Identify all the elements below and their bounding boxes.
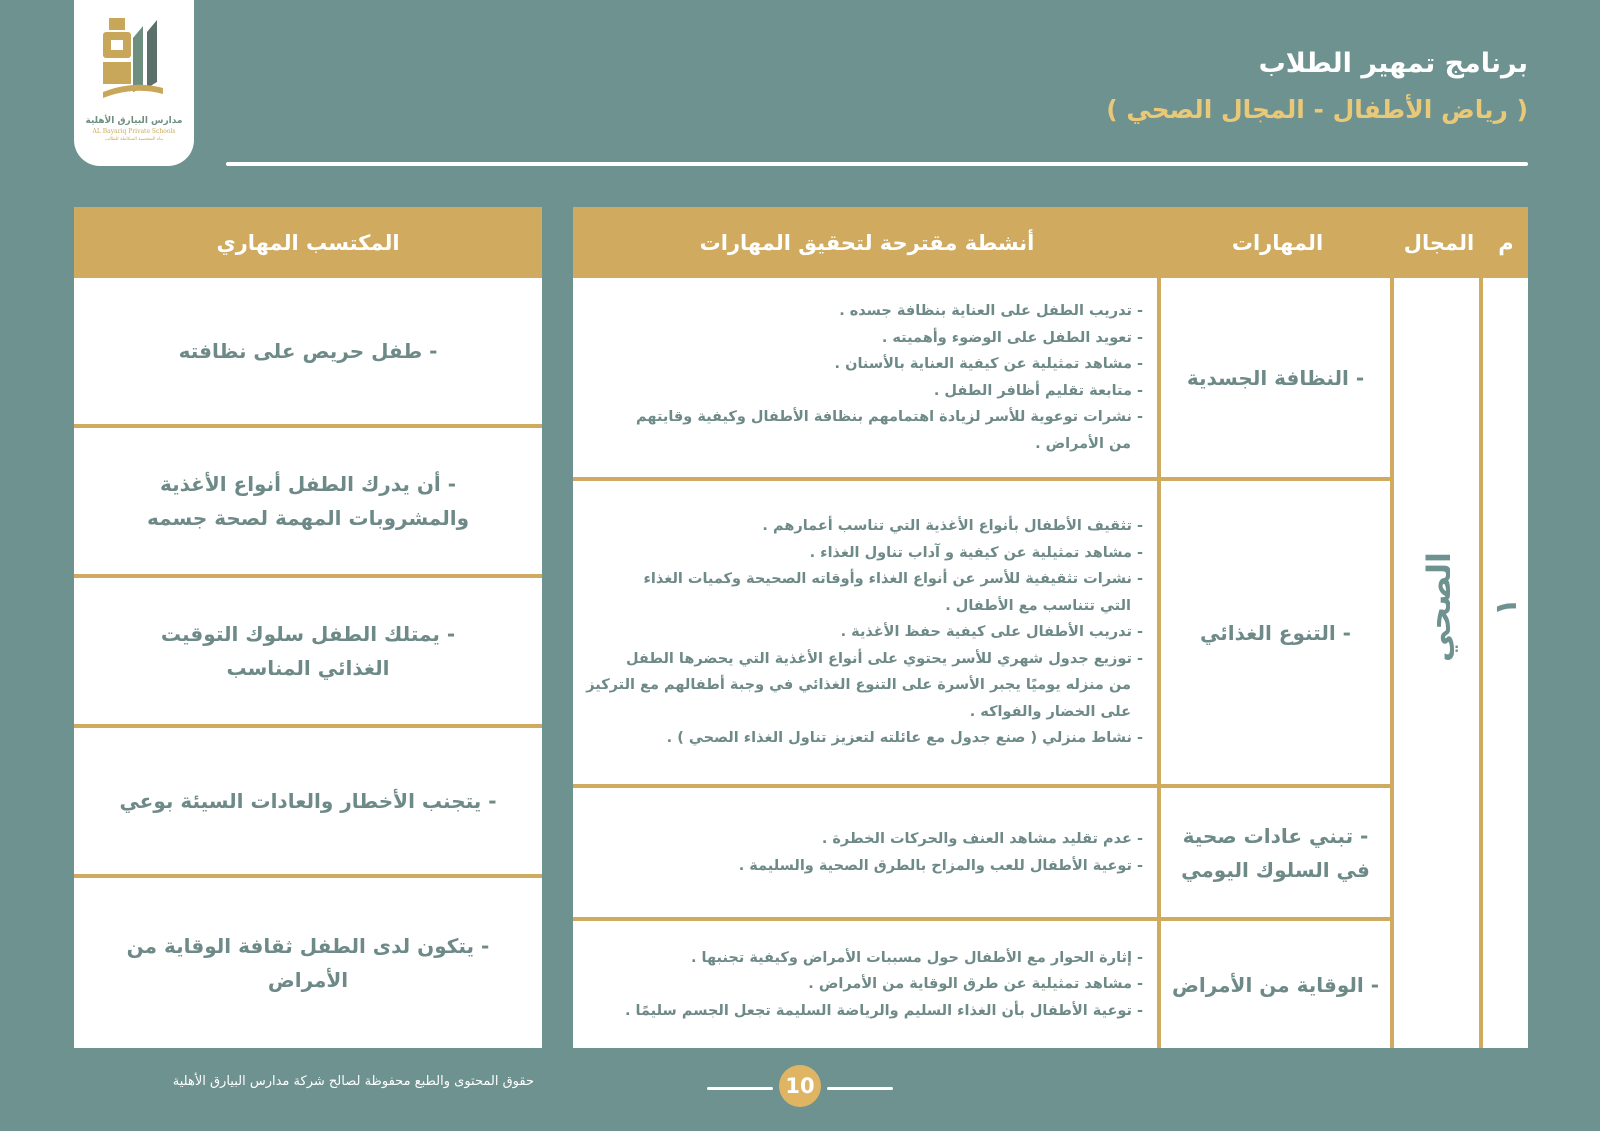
domain-label: الصحي bbox=[1420, 552, 1458, 662]
header-index: م bbox=[1484, 207, 1528, 278]
acquired-skill-line: الغذائي المناسب bbox=[226, 656, 390, 680]
acquired-skill-line: والمشروبات المهمة لصحة جسمه bbox=[147, 506, 470, 530]
activity-item: من الأمراض . bbox=[1035, 435, 1131, 452]
header-skills: المهارات bbox=[1161, 207, 1394, 278]
header-acquired-skills: المكتسب المهاري bbox=[74, 207, 542, 278]
header-domain: المجال bbox=[1394, 207, 1484, 278]
activity-item: على الخضار والفواكه . bbox=[969, 703, 1131, 720]
acquired-skill-row bbox=[74, 878, 542, 1048]
activity-item: - تدريب الأطفال على كيفية حفظ الأغذية . bbox=[840, 624, 1143, 641]
activity-item: التي تتناسب مع الأطفال . bbox=[945, 597, 1131, 614]
page-number-badge: 10 bbox=[779, 1065, 821, 1107]
skill-line: - تبني عادات صحية bbox=[1182, 823, 1369, 848]
activity-item: - متابعة تقليم أظافر الطفل . bbox=[933, 382, 1143, 399]
acquired-skill-line: - طفل حريص على نظافته bbox=[178, 339, 438, 363]
page-title: برنامج تمهير الطلاب bbox=[1258, 48, 1528, 79]
logo-name-arabic: مدارس البيارق الأهلية bbox=[85, 116, 183, 126]
skill-disease-prevention: - الوقاية من الأمراض bbox=[1171, 972, 1380, 997]
activity-item: - تدريب الطفل على العناية بنظافة جسده . bbox=[839, 303, 1143, 319]
school-logo-icon bbox=[99, 18, 169, 108]
activity-item: - تثقيف الأطفال بأنواع الأغذية التي تناسب أعمارهم . bbox=[762, 518, 1143, 535]
skill-line: في السلوك اليومي bbox=[1181, 857, 1370, 882]
acquired-skill-line: - يمتلك الطفل سلوك التوقيت bbox=[160, 622, 456, 646]
activity-item: - تعويد الطفل على الوضوء وأهميته . bbox=[881, 329, 1143, 346]
activity-item: - مشاهد تمثيلية عن طرق الوقاية من الأمراض . bbox=[808, 976, 1143, 993]
page-subtitle: ( رياض الأطفال - المجال الصحي ) bbox=[1106, 95, 1528, 124]
page-number-line bbox=[707, 1087, 773, 1090]
acquired-skill-line: - أن يدرك الطفل أنواع الأغذية bbox=[159, 472, 457, 496]
acquired-skill-line: - يتكون لدى الطفل ثقافة الوقاية من الأمراض bbox=[126, 934, 490, 992]
skills-activities-table bbox=[573, 207, 1528, 1048]
acquired-skill-line: - يتجنب الأخطار والعادات السيئة بوعي bbox=[119, 789, 497, 813]
acquired-skill-row bbox=[74, 278, 542, 424]
column-divider bbox=[1390, 207, 1394, 1048]
activities-food-diversity bbox=[573, 481, 1157, 784]
acquired-skill-row bbox=[74, 428, 542, 574]
logo-tagline: بناء الشخصية المتكاملة للطالب bbox=[104, 137, 164, 142]
activities-healthy-habits bbox=[573, 788, 1157, 917]
acquired-skill-row bbox=[74, 578, 542, 724]
activity-item: - عدم تقليد مشاهد العنف والحركات الخطرة . bbox=[821, 831, 1143, 847]
activity-item: - توعية الأطفال للعب والمزاح بالطرق الصحية والسليمة . bbox=[738, 857, 1143, 874]
activity-item: - مشاهد تمثيلية عن كيفية العناية بالأسنان . bbox=[834, 356, 1143, 372]
copyright-notice: حقوق المحتوى والطبع محفوظة لصالح شركة مدارس البيارق الأهلية bbox=[172, 1074, 534, 1089]
activity-item: - إثارة الحوار مع الأطفال حول مسببات الأمراض وكيفية تجنبها . bbox=[690, 949, 1143, 966]
activity-item: - مشاهد تمثيلية عن كيفية و آداب تناول الغذاء . bbox=[809, 544, 1143, 561]
header-divider bbox=[226, 162, 1528, 166]
activity-item: - نشاط منزلي ( صنع جدول مع عائلته لتعزيز تناول الغذاء الصحي ) . bbox=[666, 730, 1143, 747]
activity-item: - توزيع جدول شهري للأسر يحتوي على أنواع الأغذية التي يحضرها الطفل bbox=[625, 650, 1143, 667]
skill-food-diversity: - التنوع الغذائي bbox=[1200, 620, 1351, 645]
activities-physical-hygiene bbox=[573, 278, 1157, 477]
acquired-skills-table bbox=[74, 207, 542, 1048]
activity-item: - نشرات توعوية للأسر لزيادة اهتمامهم بنظافة الأطفال وكيفية وقايتهم bbox=[636, 409, 1143, 425]
activity-item: - توعية الأطفال بأن الغذاء السليم والرياضة السليمة تجعل الجسم سليمًا . bbox=[624, 1002, 1143, 1019]
logo-name-english: AL Bayariq Private Schools bbox=[92, 128, 176, 135]
skill-physical-hygiene: - النظافة الجسدية bbox=[1186, 365, 1365, 390]
column-divider bbox=[1479, 207, 1483, 1048]
row-index: ١ bbox=[1488, 597, 1524, 617]
page-number-line bbox=[827, 1087, 893, 1090]
acquired-skill-row bbox=[74, 728, 542, 874]
skill-healthy-habits bbox=[1161, 788, 1390, 917]
activity-item: من منزله يوميًا يجبر الأسرة على التنوع الغذائي في وجبة أطفالهم مع التركيز bbox=[586, 677, 1131, 694]
activities-disease-prevention bbox=[573, 921, 1157, 1048]
header-activities: أنشطة مقترحة لتحقيق المهارات bbox=[573, 207, 1161, 278]
activity-item: - نشرات تثقيفية للأسر عن أنواع الغذاء وأوقاته الصحيحة وكميات الغذاء bbox=[643, 571, 1143, 588]
school-logo-card bbox=[74, 0, 194, 166]
